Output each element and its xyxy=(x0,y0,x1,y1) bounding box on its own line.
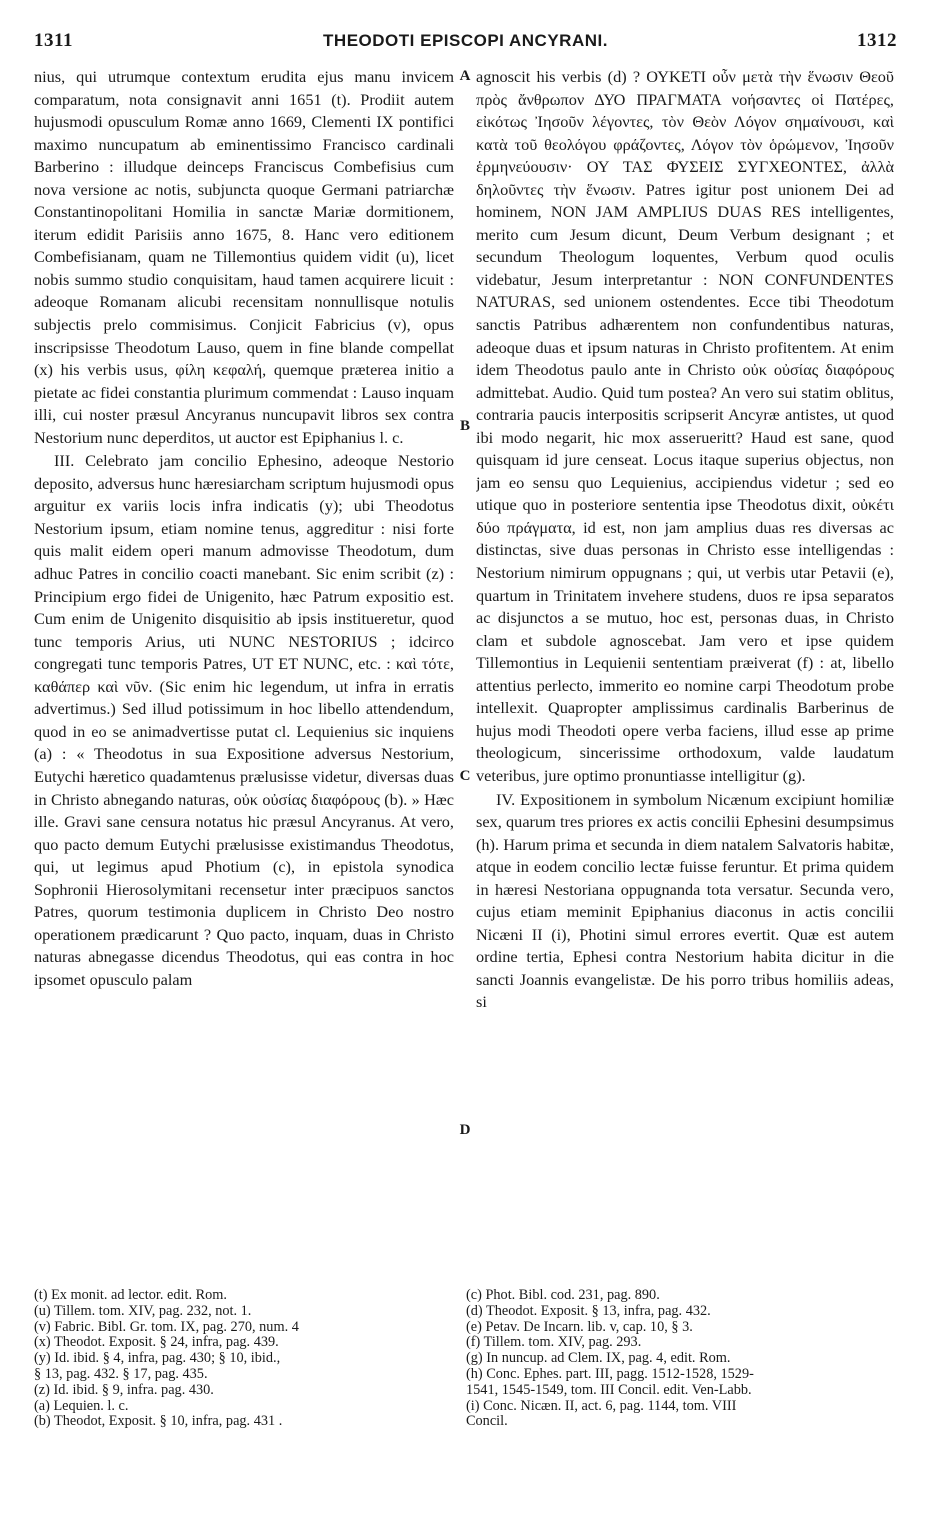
page-number-left: 1311 xyxy=(34,30,73,51)
margin-marker: A xyxy=(459,68,471,84)
footnote: (u) Tillem. tom. XIV, pag. 232, not. 1. xyxy=(34,1302,252,1319)
paragraph: nius, qui utrumque contextum erudita ejus manu invicem comparatum, nota consignavit anni 1651 (t). Prodiit autem hujusmodi opusculum Romæ anno 1669, Clementi IX pontifici maximo nuncupatum ab eminentissimo Francisco cardinali Barberino : illudque deinceps Franciscus Combefisius cum nova versione ac notis, subjuncta quoque Germani patriarchæ Constantinopolitani Homilia in sanctæ Mariæ dormitionem, iterum edidit Parisiis anno 1675, 8. Hanc vero editionem Combefisianam, quam ne Tillemontius quidem vidit (u), licet nobis summo studio conquisitam, haud tamen acquirere licuit : adeoque Romanam alicubi recensitam nonnullisque notulis subjectis prelo commisimus. Conjicit Fabricius (v), opus inscripsisse Theodotum Lauso, quem in fine blande compellat (x) his verbis usus, φίλη κεφαλή, quemque præterea initio a pietate ac fidei constantia plurimum commendat : Lauso inquam illi, cui noster præsul Ancyranus nuncupavit libros sex contra Nestorium nunc deperditos, ut auctor est Epiphanius l. c. xyxy=(34,67,454,447)
footnote: (f) Tillem. tom. XIV, pag. 293. xyxy=(466,1334,642,1351)
footnote: (x) Theodot. Exposit. § 24, infra, pag. 439. xyxy=(34,1334,279,1351)
paragraph: III. Celebrato jam concilio Ephesino, adeoque Nestorio deposito, adversus hunc hæresiarcham scriptum hujusmodi opus arguitur ex variis locis infra indicatis (y); ubi Theodotus Nestorium ipsum, etiam nomine tenus, aggreditur : nisi forte quis malit eidem operi manum admovisse Theodotum, dum adhuc Patres in concilio coacti manebant. Sic enim scribit (z) : Principium ergo fidei de Unigenito, hæc Patrum expositio est. Cum enim de Unigenito disquisitio ab ipsis institueretur, quod tunc temporis Arius, uti NUNC NESTORIUS ; idcirco congregati tunc temporis Patres, UT ET NUNC, etc. : καὶ τότε, καθάπερ καὶ νῦν. (Sic enim hic legendum, ut infra in erratis advertimus.) Sed illud potissimum in hoc libello attendendum, quod in eo se animadvertisse putat cl. Lequienius sic inquiens (a) : « Theodotus in sua Expositione adversus Nestorium, Eutychi hæretico quadamtenus prælusisse videtur, diversas duas in Christo abnegando naturas, οὐκ οὐσίας διαφόρους (b). » Hæc ille. Gravi sane censura notatus hic præsul Ancyranus. At vero, quo pacto demum Eutychi prælusisse existimandus Theodotus, qui, ut legimus apud Photium (c), in epistola synodica Sophronii Hierosolymitani recensetur inter præcipuos sanctos Patres, quorum testimonia duplicem in Christo Deo nostro operationem prædicarunt ? Quo pacto, inquam, duas in Christo naturas abnegasse dicendus Theodotus, qui eas contra in hoc ipsomet opusculo palam xyxy=(34,451,454,989)
footnote: (i) Conc. Nicæn. II, act. 6, pag. 1144, tom. VIII xyxy=(466,1397,737,1414)
footnote: Concil. xyxy=(466,1413,508,1430)
footnotes-left xyxy=(34,1288,434,1430)
running-head xyxy=(34,30,897,56)
page-number-right: 1312 xyxy=(857,30,897,51)
left-column xyxy=(34,66,454,1256)
margin-marker: B xyxy=(459,418,470,434)
footnote: (a) Lequien. l. c. xyxy=(34,1397,129,1414)
margin-marker: C xyxy=(459,768,471,784)
footnote: (g) In nuncup. ad Clem. IX, pag. 4, edit. Rom. xyxy=(466,1350,731,1367)
footnote: (h) Conc. Ephes. part. III, pagg. 1512-1528, 1529- xyxy=(466,1365,754,1382)
footnote: § 13, pag. 432. § 17, pag. 435. xyxy=(34,1365,208,1382)
right-column xyxy=(476,66,894,1256)
footnote: (b) Theodot, Exposit. § 10, infra, pag. 431 . xyxy=(34,1413,283,1430)
footnotes-right xyxy=(466,1288,896,1430)
paragraph: IV. Expositionem in symbolum Nicænum excipiunt homiliæ sex, quarum tres priores ex actis concilii Ephesini desumpsimus (h). Harum prima et secunda in diem natalem Salvatoris habitæ, atque in eodem concilio lectæ fuisse feruntur. Et prima quidem in hæresi Nestoriana oppugnanda tota versatur. Secunda vero, cujus etiam meminit Epiphanius diaconus in actis concilii Nicæni II (i), Photini simul errores evertit. Quæ est autem ordine tertia, Ephesi contra Nestorium habita dicitur in die sancti Joannis evangelistæ. De his porro tribus homiliis adeas, si xyxy=(476,789,894,1012)
footnote: (z) Id. ibid. § 9, infra. pag. 430. xyxy=(34,1381,214,1398)
footnote: (t) Ex monit. ad lector. edit. Rom. xyxy=(34,1287,227,1303)
page-title: THEODOTI EPISCOPI ANCYRANI. xyxy=(323,31,608,50)
footnote: (e) Petav. De Incarn. lib. v, cap. 10, § 3. xyxy=(466,1318,693,1335)
footnote: 1541, 1545-1549, tom. III Concil. edit. Ven-Labb. xyxy=(466,1381,752,1398)
margin-marker: D xyxy=(459,1122,471,1138)
footnote: (d) Theodot. Exposit. § 13, infra, pag. 432. xyxy=(466,1302,711,1319)
footnote: (c) Phot. Bibl. cod. 231, pag. 890. xyxy=(466,1287,660,1303)
paragraph: agnoscit his verbis (d) ? ΟΥΚΕΤΙ οὖν μετὰ τὴν ἕνωσιν Θεοῦ πρὸς ἄνθρωπον ΔΥΟ ΠΡΑΓΜΑΤΑ νοήσαντες οἱ Πατέρες, εἰκότως Ἰησοῦν λέγοντες, τὸν Θεὸν Λόγον σημαίνουσι, καὶ κατὰ τοῦ θεολόγου φράζοντες, Λόγον τὸν ὁρώμενον, Ἰησοῦν ἑρμηνεύουσιν· ΟΥ ΤΑΣ ΦΥΣΕΙΣ ΣΥΓΧΕΟΝΤΕΣ, ἀλλὰ δηλοῦντες τὴν ἕνωσιν. Patres igitur post unionem Dei ad hominem, NON JAM AMPLIUS DUAS RES intelligentes, merito cum Jesum dicunt, Deum Verbum designant ; et secundum Theologum loquentes, Verbum quod oculis videbatur, Jesum interpretantur : NON CONFUNDENTES NATURAS, sed unionem ostendentes. Ecce tibi Theodotum sanctis Patribus adhærentem non confundentibus naturas, adeoque duas et ipsum naturas in Christo profitentem. At enim idem Theodotus paulo ante in Christo οὐκ οὐσίας διαφόρους admittebat. Audio. Quid tum postea? An vero sui statim oblitus, contraria paucis interpositis scripserit Ancyræ antistes, ut quod ibi modo negarit, hic mox asserueritt? Haud est sane, quod quisquam id jure censeat. Locus itaque superius objectus, non jam eo sensu quo Lequienius, accipiendus videtur ; sed eo utique quo in posteriore sententia ipse Theodotus dixit, οὐκέτι δύο πράγματα, id est, non jam amplius duas res diversas ac distinctas, sive duas personas in Christo esse intelligendas : Nestorium nimirum oppugnans ; qui, ut verbis utar Petavii (e), quartum in Trinitatem invehere studens, duos re ipsa separatos ac disjunctos a se mutuo, hoc est, personas duas, in Christo clam et subdole agnoscebat. Jam vero et ipse quidem Tillemontius in Lequienii sententiam præiverat (f) : at, libello attentius perlecto, immerito eo nomine carpi Theodotum probe intellexit. Quapropter amplissimus cardinalis Barberinus de hujus modi Theodoti opere verba faciens, illud esse ap prime theologicum, sincerissime orthodoxum, valde laudatum veteribus, jure optimo pronuntiasse intelligitur (g). xyxy=(476,67,894,785)
footnote: (y) Id. ibid. § 4, infra, pag. 430; § 10, ibid., xyxy=(34,1350,281,1367)
footnote: (v) Fabric. Bibl. Gr. tom. IX, pag. 270, num. 4 xyxy=(34,1318,299,1335)
